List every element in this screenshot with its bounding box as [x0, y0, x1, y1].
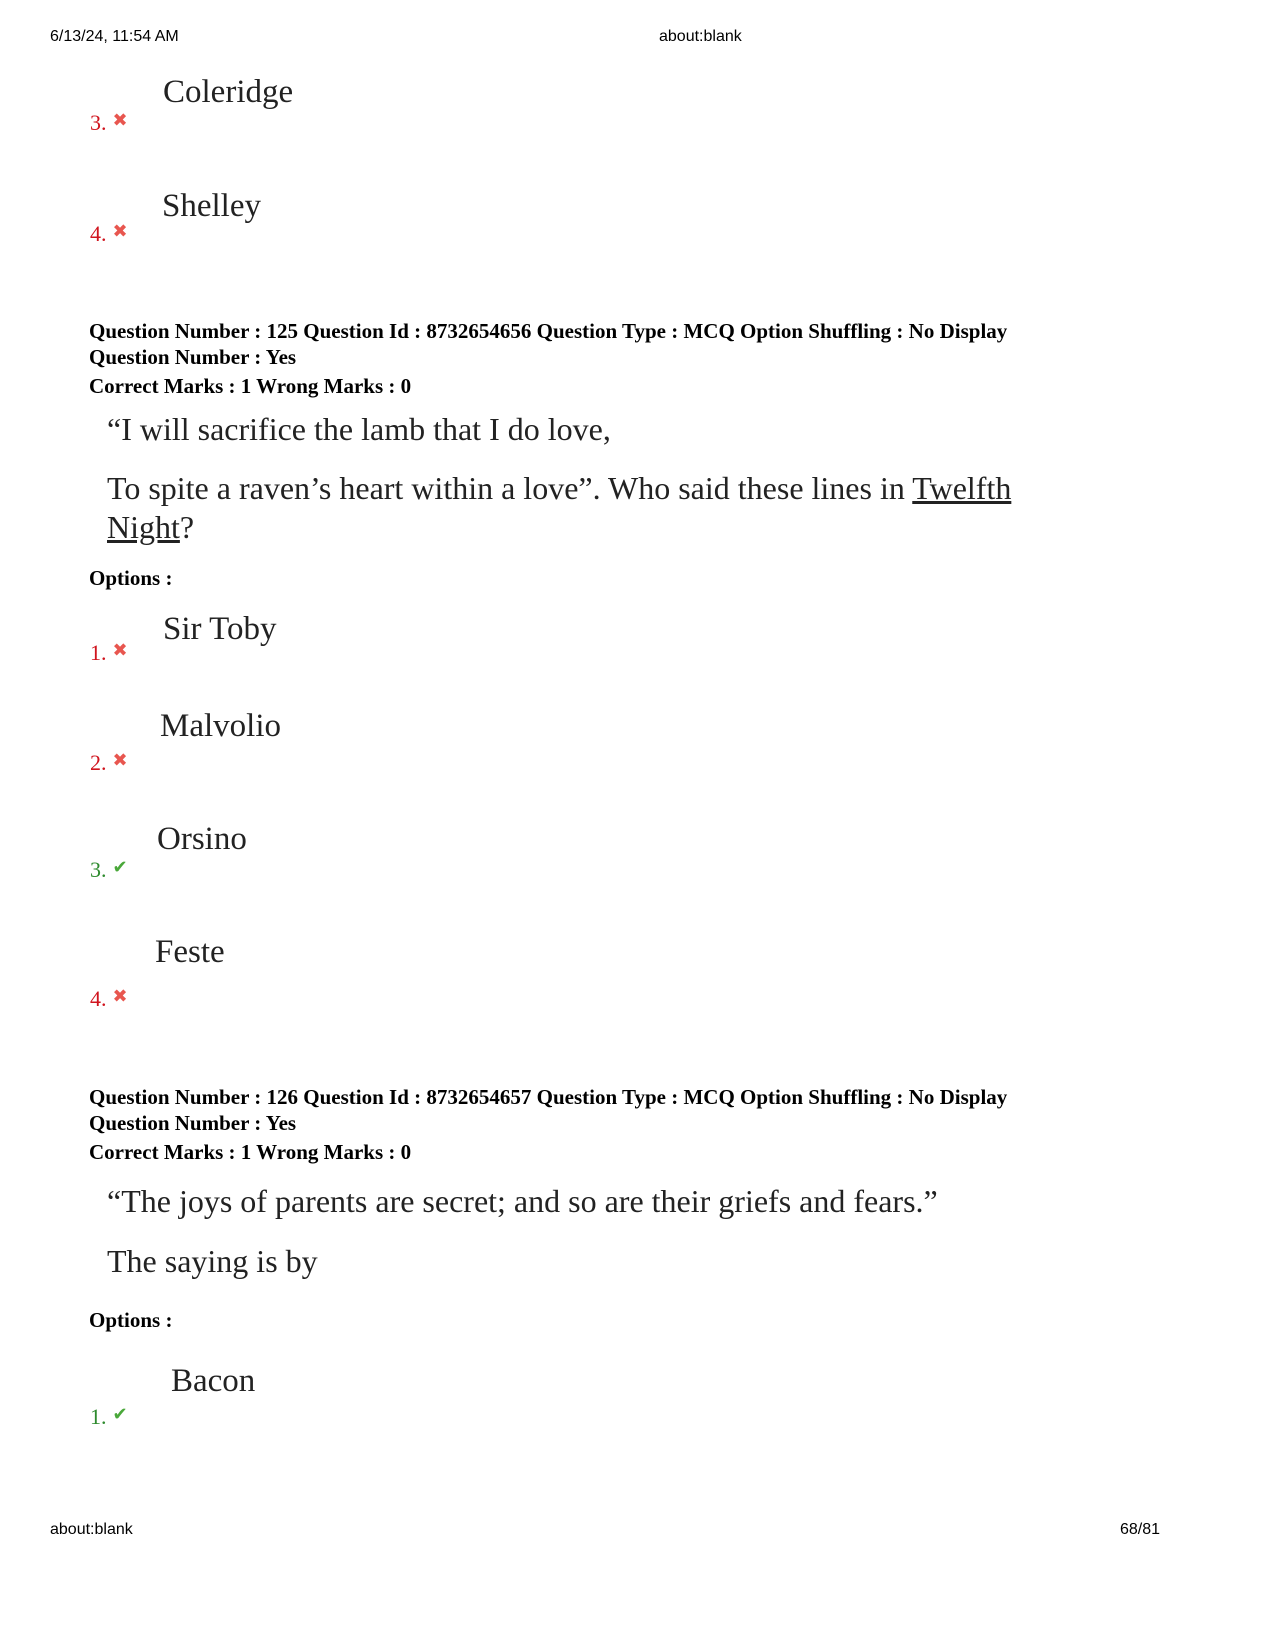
question-126-marks: Correct Marks : 1 Wrong Marks : 0 [89, 1140, 412, 1164]
question-meta-line: Question Number : Yes [89, 345, 297, 369]
q125-option-2 [90, 750, 128, 776]
print-url: about:blank [659, 28, 742, 45]
question-text: ? [179, 509, 195, 545]
question-126-meta [89, 1084, 1007, 1136]
q126-option-1-text: Bacon [171, 1363, 256, 1399]
option-number: 2. [90, 750, 107, 775]
q125-option-3 [90, 857, 128, 883]
question-125-text-line3 [107, 507, 194, 548]
q125-option-4-text: Feste [155, 934, 225, 970]
option-number: 4. [90, 221, 107, 246]
question-meta-line: Question Number : Yes [89, 1111, 297, 1135]
q125-option-2-text: Malvolio [160, 708, 281, 744]
cross-mark-icon: ✖ [112, 640, 128, 660]
question-text: To spite a raven’s heart within a love”. Who said these lines in [107, 470, 913, 506]
print-datetime: 6/13/24, 11:54 AM [50, 28, 179, 45]
prev-option-4-text: Shelley [162, 188, 261, 224]
question-125-text-line2 [107, 468, 1011, 509]
question-125-meta [89, 318, 1007, 370]
question-125-options-label: Options : [89, 566, 173, 590]
question-126-text-line1: “The joys of parents are secret; and so are their griefs and fears.” [107, 1183, 938, 1219]
question-125-text-line1: “I will sacrifice the lamb that I do love, [107, 411, 611, 447]
q125-option-1-text: Sir Toby [163, 611, 277, 647]
play-title-underlined: Twelfth [912, 470, 1012, 506]
prev-option-4 [90, 221, 128, 247]
question-125-marks: Correct Marks : 1 Wrong Marks : 0 [89, 374, 412, 398]
q126-option-1 [90, 1404, 128, 1430]
option-number: 4. [90, 986, 107, 1011]
option-number: 1. [90, 640, 107, 665]
cross-mark-icon: ✖ [112, 750, 128, 770]
question-126-text-line2: The saying is by [107, 1243, 318, 1279]
play-title-underlined: Night [107, 509, 180, 545]
prev-option-3-text: Coleridge [163, 74, 294, 110]
question-meta-line: Question Number : 126 Question Id : 8732654657 Question Type : MCQ Option Shuffling : No Display [89, 1085, 1008, 1109]
question-126-options-label: Options : [89, 1308, 173, 1332]
page-number: 68/81 [1120, 1521, 1161, 1538]
cross-mark-icon: ✖ [112, 986, 128, 1006]
cross-mark-icon: ✖ [112, 110, 128, 130]
prev-option-3 [90, 110, 128, 136]
q125-option-3-text: Orsino [157, 821, 247, 857]
option-number: 3. [90, 857, 107, 882]
option-number: 1. [90, 1404, 107, 1429]
cross-mark-icon: ✖ [112, 221, 128, 241]
check-mark-icon: ✔ [112, 1404, 128, 1424]
q125-option-4 [90, 986, 128, 1012]
footer-url: about:blank [50, 1521, 133, 1538]
question-meta-line: Question Number : 125 Question Id : 8732654656 Question Type : MCQ Option Shuffling : No Display [89, 319, 1008, 343]
q125-option-1 [90, 640, 128, 666]
check-mark-icon: ✔ [112, 857, 128, 877]
option-number: 3. [90, 110, 107, 135]
